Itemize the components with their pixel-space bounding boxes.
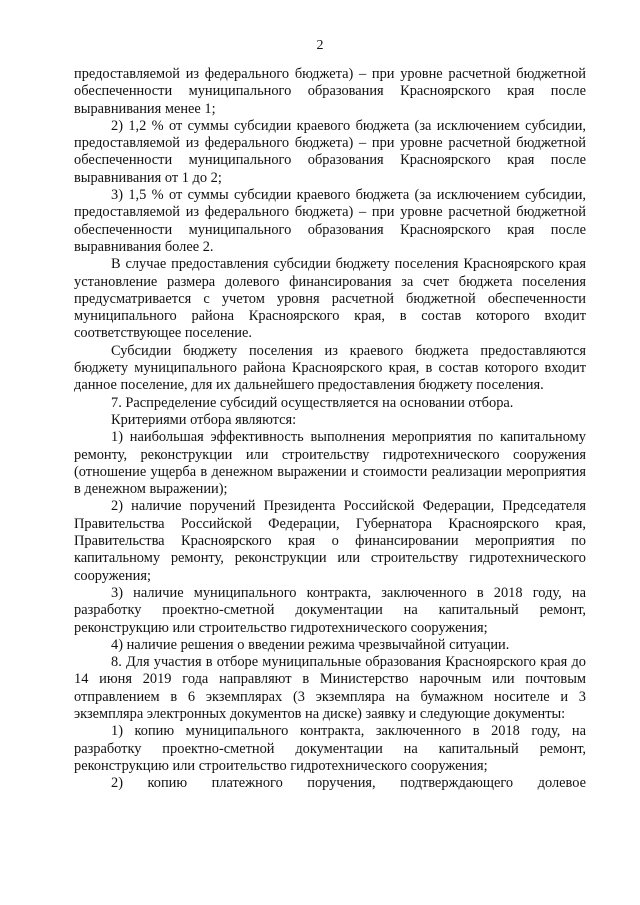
paragraph-section-8: 8. Для участия в отборе муниципальные образования Красноярского края до 14 июня 2019 года направляют в Министерство нарочным или почтовым отправлением в 6 экземплярах (3 экземпляра на бумажном носителе и 3 экземпляра электронных документов на диске) заявку и следующие документы: — [74, 654, 586, 722]
paragraph-criterion-1: 1) наибольшая эффективность выполнения мероприятия по капитальному ремонту, реконструкции или строительству гидротехнического сооружения (отношение ущерба в денежном выражении и стоимости реализации мероприятия в денежном выражении); — [74, 429, 586, 498]
paragraph-document-2: 2) копию платежного поручения, подтверждающего долевое — [111, 775, 586, 792]
paragraph-item-2: 2) 1,2 % от суммы субсидии краевого бюджета (за исключением субсидии, предоставляемой из федерального бюджета) – при уровне расчетной бюджетной обеспеченности муниципального образования Красноярского края после выравнивания от 1 до 2; — [74, 117, 586, 186]
paragraph-settlement-subsidy: В случае предоставления субсидии бюджету поселения Красноярского края установление размера долевого финансирования за счет бюджета поселения предусматривается с учетом уровня расчетной бюджетной обеспеченности муниципального района Красноярского края, в состав которого входит соответствующее поселение. — [74, 256, 586, 342]
paragraph-item-3: 3) 1,5 % от суммы субсидии краевого бюджета (за исключением субсидии, предоставляемой из федерального бюджета) – при уровне расчетной бюджетной обеспеченности муниципального образования Красноярского края после выравнивания более 2. — [74, 187, 586, 255]
paragraph-continuation: предоставляемой из федерального бюджета) – при уровне расчетной бюджетной обеспеченности муниципального образования Красноярского края после выравнивания менее 1; — [74, 66, 586, 117]
paragraph-criteria-heading: Критериями отбора являются: — [111, 411, 297, 428]
paragraph-criterion-3: 3) наличие муниципального контракта, заключенного в 2018 году, на разработку проектно-сметной документации на капитальный ремонт, реконструкцию или строительство гидротехнического сооружения; — [74, 584, 586, 636]
paragraph-settlement-budget: Субсидии бюджету поселения из краевого бюджета предоставляются бюджету муниципального района Красноярского края, в состав которого входит данное поселение, для их дальнейшего предоставления бюджету поселения. — [74, 342, 586, 394]
page-number: 2 — [316, 38, 324, 53]
paragraph-section-7: 7. Распределение субсидий осуществляется на основании отбора. — [111, 394, 514, 411]
paragraph-criterion-4: 4) наличие решения о введении режима чрезвычайной ситуации. — [111, 636, 510, 653]
paragraph-document-1: 1) копию муниципального контракта, заключенного в 2018 году, на разработку проектно-сметной документации на капитальный ремонт, реконструкцию или строительство гидротехнического сооружения; — [74, 723, 586, 774]
document-body — [74, 66, 586, 792]
paragraph-criterion-2: 2) наличие поручений Президента Российской Федерации, Председателя Правительства Российской Федерации, Губернатора Красноярского края, Правительства Красноярского края о финансировании мероприятия по капитальному ремонту, реконструкции или строительству гидротехнического сооружения; — [74, 498, 586, 584]
